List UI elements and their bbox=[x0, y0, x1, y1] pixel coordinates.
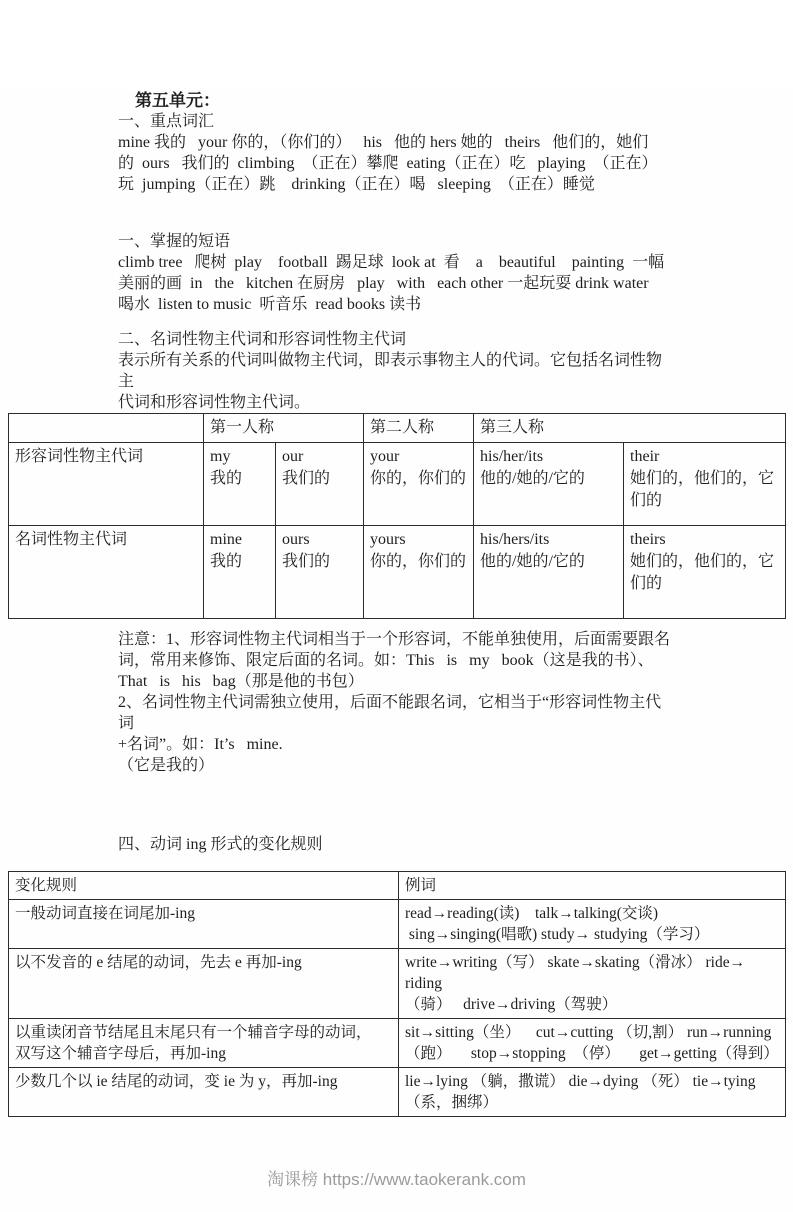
example-line: sit→sitting（坐） cut→cutting （切,割） run→running bbox=[405, 1024, 772, 1041]
cell-english: yours bbox=[370, 531, 406, 548]
table-cell bbox=[276, 526, 364, 619]
cell-chinese: 她们的，他们的，它们的 bbox=[630, 553, 775, 592]
rule-cell bbox=[9, 949, 399, 1019]
rule-line: 一般动词直接在词尾加-ing bbox=[15, 905, 195, 922]
text-line: +名词”。如：It’s mine. bbox=[118, 736, 283, 753]
section-heading: 二、名词性物主代词和形容词性物主代词 bbox=[118, 331, 407, 348]
rule-line: 少数几个以 ie 结尾的动词，变 ie 为 y，再加-ing bbox=[15, 1073, 338, 1090]
rule-cell bbox=[9, 1019, 399, 1068]
header-third-person: 第三人称 bbox=[474, 414, 786, 443]
section-possessive-pronouns bbox=[118, 329, 675, 413]
header-rule: 变化规则 bbox=[9, 872, 399, 900]
table-row bbox=[9, 949, 786, 1019]
table-row bbox=[9, 1068, 786, 1117]
example-line: （跑） stop→stopping （停） get→getting（得到） bbox=[405, 1045, 779, 1062]
cell-english: ours bbox=[282, 531, 310, 548]
text-line: 词，常用来修饰、限定后面的名词。如：This is my book（这是我的书）、 bbox=[118, 652, 654, 669]
rule-cell bbox=[9, 1068, 399, 1117]
text-line: 2、名词性物主代词需独立使用，后面不能跟名词，它相当于“形容词性物主代词 bbox=[118, 694, 662, 732]
section-heading: 四、动词 ing 形式的变化规则 bbox=[118, 836, 323, 853]
section-phrases bbox=[118, 231, 675, 315]
header-examples: 例词 bbox=[399, 872, 786, 900]
examples-cell bbox=[399, 1019, 786, 1068]
example-line: sing→singing(唱歌) study→ studying（学习） bbox=[405, 926, 710, 943]
example-line: read→reading(读) talk→talking(交谈) bbox=[405, 905, 659, 922]
table-cell bbox=[474, 443, 624, 526]
table-row bbox=[9, 900, 786, 949]
example-line: write→writing（写） skate→skating（滑冰） ride→ riding bbox=[405, 954, 749, 992]
document-page bbox=[0, 90, 793, 1212]
table-cell bbox=[364, 443, 474, 526]
table-cell bbox=[276, 443, 364, 526]
text-line: 表示所有关系的代词叫做物主代词，即表示事物主人的代词。它包括名词性物主 bbox=[118, 352, 663, 390]
cell-english: theirs bbox=[630, 531, 666, 548]
site-watermark-link[interactable]: 淘课榜 https://www.taokerank.com bbox=[267, 1170, 526, 1189]
text-line: climb tree 爬树 play football 踢足球 look at 看 a beautiful painting 一幅 bbox=[118, 254, 665, 271]
empty-header-cell bbox=[9, 414, 204, 443]
cell-english: my bbox=[210, 448, 231, 465]
table-header-row bbox=[9, 414, 786, 443]
rule-cell bbox=[9, 900, 399, 949]
text-line: 美丽的画 in the kitchen 在厨房 play with each other 一起玩耍 drink water bbox=[118, 275, 649, 292]
text-line: That is his bag（那是他的书包） bbox=[118, 673, 364, 690]
header-second-person: 第二人称 bbox=[364, 414, 474, 443]
cell-chinese: 他的/她的/它的 bbox=[480, 553, 585, 570]
text-line: （它是我的） bbox=[118, 757, 215, 774]
cell-chinese: 她们的，他们的，它们的 bbox=[630, 470, 775, 509]
cell-english: our bbox=[282, 448, 304, 465]
table-row bbox=[9, 443, 786, 526]
row-label: 形容词性物主代词 bbox=[9, 443, 204, 526]
rule-line: 双写这个辅音字母后，再加-ing bbox=[15, 1045, 226, 1062]
cell-chinese: 我们的 bbox=[282, 470, 331, 487]
rule-line: 以重读闭音节结尾且末尾只有一个辅音字母的动词， bbox=[15, 1024, 372, 1041]
examples-cell bbox=[399, 1068, 786, 1117]
text-line: 的 ours 我们的 climbing （正在）攀爬 eating（正在）吃 playing （正在） bbox=[118, 155, 658, 172]
cell-chinese: 你的，你们的 bbox=[370, 553, 467, 570]
page-title: 第五单元： bbox=[135, 91, 220, 110]
cell-english: his/hers/its bbox=[480, 531, 550, 548]
example-line: （系，捆绑） bbox=[405, 1094, 499, 1111]
example-line: （骑） drive→driving（驾驶） bbox=[405, 996, 618, 1013]
table-cell bbox=[204, 526, 276, 619]
table-cell bbox=[624, 526, 786, 619]
cell-chinese: 你的，你们的 bbox=[370, 470, 467, 487]
possessive-pronouns-table bbox=[8, 413, 786, 619]
text-line: 注意：1、形容词性物主代词相当于一个形容词，不能单独使用，后面需要跟名 bbox=[118, 631, 671, 648]
table-cell bbox=[474, 526, 624, 619]
examples-cell bbox=[399, 949, 786, 1019]
text-line: 喝水 listen to music 听音乐 read books 读书 bbox=[118, 296, 422, 313]
table-cell bbox=[624, 443, 786, 526]
cell-english: mine bbox=[210, 531, 242, 548]
cell-chinese: 我们的 bbox=[282, 553, 331, 570]
table-header-row bbox=[9, 872, 786, 900]
cell-chinese: 他的/她的/它的 bbox=[480, 470, 585, 487]
cell-english: your bbox=[370, 448, 400, 465]
table-cell bbox=[364, 526, 474, 619]
cell-english: his/her/its bbox=[480, 448, 544, 465]
section-ing-rules bbox=[118, 834, 675, 855]
examples-cell bbox=[399, 900, 786, 949]
rule-line: 以不发音的 e 结尾的动词，先去 e 再加-ing bbox=[15, 954, 302, 971]
section-heading: 一、重点词汇 bbox=[118, 113, 215, 130]
section-key-vocabulary bbox=[118, 111, 675, 195]
table-cell bbox=[204, 443, 276, 526]
header-first-person: 第一人称 bbox=[204, 414, 364, 443]
cell-english: their bbox=[630, 448, 660, 465]
text-line: 玩 jumping（正在）跳 drinking（正在）喝 sleeping （正在）睡觉 bbox=[118, 176, 595, 193]
cell-chinese: 我的 bbox=[210, 470, 243, 487]
text-line: 代词和形容词性物主代词。 bbox=[118, 394, 311, 411]
cell-chinese: 我的 bbox=[210, 553, 243, 570]
table-row bbox=[9, 1019, 786, 1068]
row-label: 名词性物主代词 bbox=[9, 526, 204, 619]
section-heading: 一、掌握的短语 bbox=[118, 233, 231, 250]
ing-rules-table bbox=[8, 871, 786, 1117]
notes-section bbox=[118, 629, 675, 776]
text-line: mine 我的 your 你的，（你们的） his 他的 hers 她的 theirs 他们的，她们 bbox=[118, 134, 649, 151]
example-line: lie→lying （躺，撒谎） die→dying （死） tie→tying bbox=[405, 1073, 756, 1090]
table-row bbox=[9, 526, 786, 619]
